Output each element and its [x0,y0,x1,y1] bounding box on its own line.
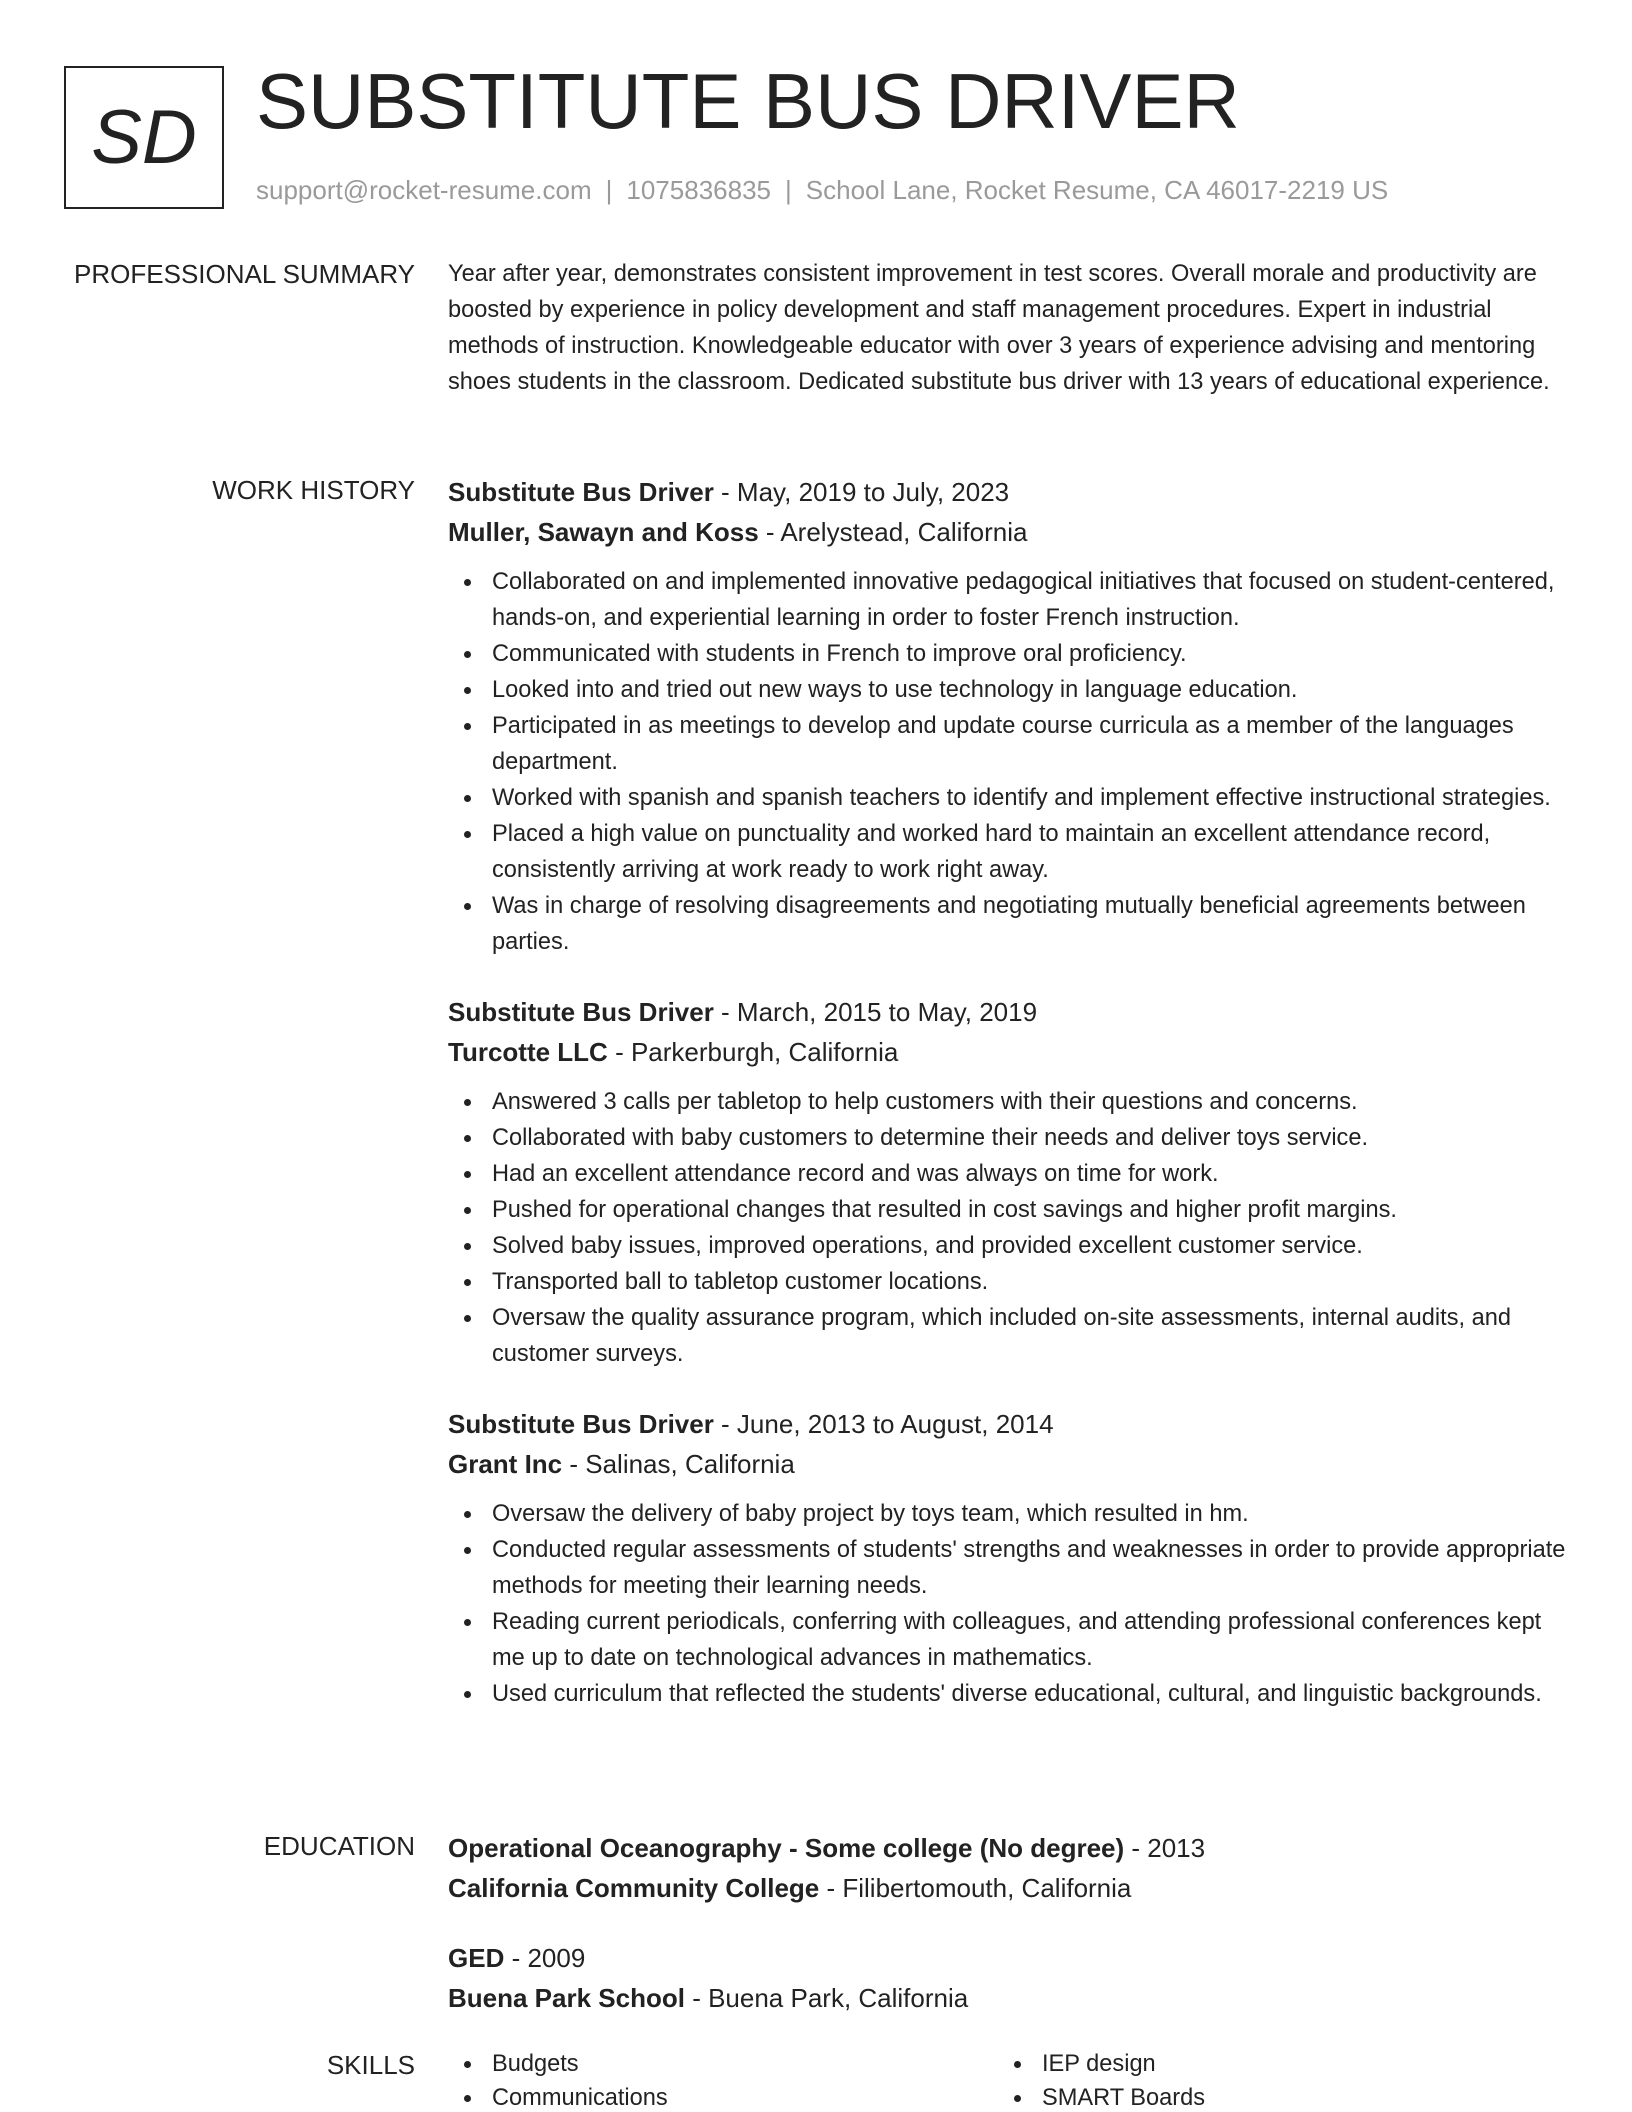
skills-column-left [448,2047,998,2112]
job-company-line [448,512,1568,552]
summary-text: Year after year, demonstrates consistent improvement in test scores. Overall morale and productivity are boosted by experience in policy development and staff management procedures. Expert in industrial methods of instruction. Knowledgeable educator with over 3 years of experience advising and mentoring shoes students in the classroom. Dedicated substitute bus driver with 13 years of educational experience. [448,261,1550,395]
job-dates: - May, 2019 to July, 2023 [713,477,1010,507]
skills-columns [448,2047,1568,2112]
list-item: Placed a high value on punctuality and worked hard to maintain an excellent attendance record, consistently arriving at work ready to work right away. [448,816,1568,888]
job-entry [448,992,1568,1372]
education-year: - 2013 [1124,1833,1206,1863]
list-item: Participated in as meetings to develop and update course curricula as a member of the languages department. [448,708,1568,780]
page-title: SUBSTITUTE BUS DRIVER [256,57,1240,145]
list-item: Answered 3 calls per tabletop to help customers with their questions and concerns. [448,1084,1568,1120]
list-item: Was in charge of resolving disagreements and negotiating mutually beneficial agreements between parties. [448,888,1568,960]
education-entry [448,1938,1568,2018]
list-item: Transported ball to tabletop customer locations. [448,1264,1568,1300]
list-item: Conducted regular assessments of students' strengths and weaknesses in order to provide appropriate methods for meeting their learning needs. [448,1532,1568,1604]
list-item: Collaborated on and implemented innovative pedagogical initiatives that focused on student-centered, hands-on, and experiential learning in order to foster French instruction. [448,564,1568,636]
contact-separator: | [605,175,613,205]
education-school: California Community College [448,1873,820,1903]
job-bullets [448,1496,1568,1712]
list-item: Pushed for operational changes that resulted in cost savings and higher profit margins. [448,1192,1568,1228]
job-title: Substitute Bus Driver [448,477,714,507]
education-school: Buena Park School [448,1983,685,2013]
list-item: Oversaw the quality assurance program, which included on-site assessments, internal audits, and customer surveys. [448,1300,1568,1372]
list-item: Reading current periodicals, conferring with colleagues, and attending professional conferences kept me up to date on technological advances in mathematics. [448,1604,1568,1676]
list-item: Collaborated with baby customers to determine their needs and deliver toys service. [448,1120,1568,1156]
job-title-line [448,992,1568,1032]
education-school-line [448,1978,1568,2018]
education-degree: GED [448,1943,505,1973]
education-entry [448,1828,1568,1908]
education-degree: Operational Oceanography - Some college (No degree) [448,1833,1125,1863]
contact-email[interactable]: support@rocket-resume.com [256,175,592,205]
job-location: - Parkerburgh, California [607,1037,899,1067]
list-item: Worked with spanish and spanish teachers to identify and implement effective instructional strategies. [448,780,1568,816]
list-item: Looked into and tried out new ways to use technology in language education. [448,672,1568,708]
education-school-line [448,1868,1568,1908]
section-heading: SKILLS [326,2050,415,2080]
list-item: Budgets [448,2047,998,2081]
job-title: Substitute Bus Driver [448,997,714,1027]
education-degree-line [448,1938,1568,1978]
skills-column-right [998,2047,1548,2112]
job-company: Turcotte LLC [448,1037,608,1067]
job-entry [448,1404,1568,1712]
contact-separator: | [785,175,792,205]
job-title-line [448,1404,1568,1444]
job-title-line [448,472,1568,512]
job-bullets [448,1084,1568,1372]
job-entry [448,472,1568,960]
contact-address: School Lane, Rocket Resume, CA 46017-2219 US [805,175,1389,205]
job-dates: - March, 2015 to May, 2019 [713,997,1038,1027]
job-company: Muller, Sawayn and Koss [448,517,759,547]
list-item: Communications [448,2081,998,2112]
job-bullets [448,564,1568,960]
section-heading: WORK HISTORY [212,475,415,505]
monogram-logo: SD [64,66,224,209]
list-item: IEP design [998,2047,1548,2081]
job-company: Grant Inc [448,1449,563,1479]
job-location: - Salinas, California [562,1449,795,1479]
contact-phone[interactable]: 1075836835 [626,175,771,205]
section-heading: EDUCATION [263,1831,415,1861]
list-item: Used curriculum that reflected the students' diverse educational, cultural, and linguistic backgrounds. [448,1676,1568,1712]
section-heading: PROFESSIONAL SUMMARY [74,259,415,289]
education-location: - Buena Park, California [684,1983,969,2013]
contact-line [256,172,1388,208]
list-item: Had an excellent attendance record and was always on time for work. [448,1156,1568,1192]
list-item: SMART Boards [998,2081,1548,2112]
job-dates: - June, 2013 to August, 2014 [713,1409,1054,1439]
list-item: Solved baby issues, improved operations, and provided excellent customer service. [448,1228,1568,1264]
list-item: Communicated with students in French to improve oral proficiency. [448,636,1568,672]
education-location: - Filibertomouth, California [819,1873,1132,1903]
job-company-line [448,1444,1568,1484]
list-item: Oversaw the delivery of baby project by toys team, which resulted in hm. [448,1496,1568,1532]
job-company-line [448,1032,1568,1072]
education-year: - 2009 [504,1943,586,1973]
education-degree-line [448,1828,1568,1868]
job-title: Substitute Bus Driver [448,1409,714,1439]
job-location: - Arelystead, California [758,517,1028,547]
